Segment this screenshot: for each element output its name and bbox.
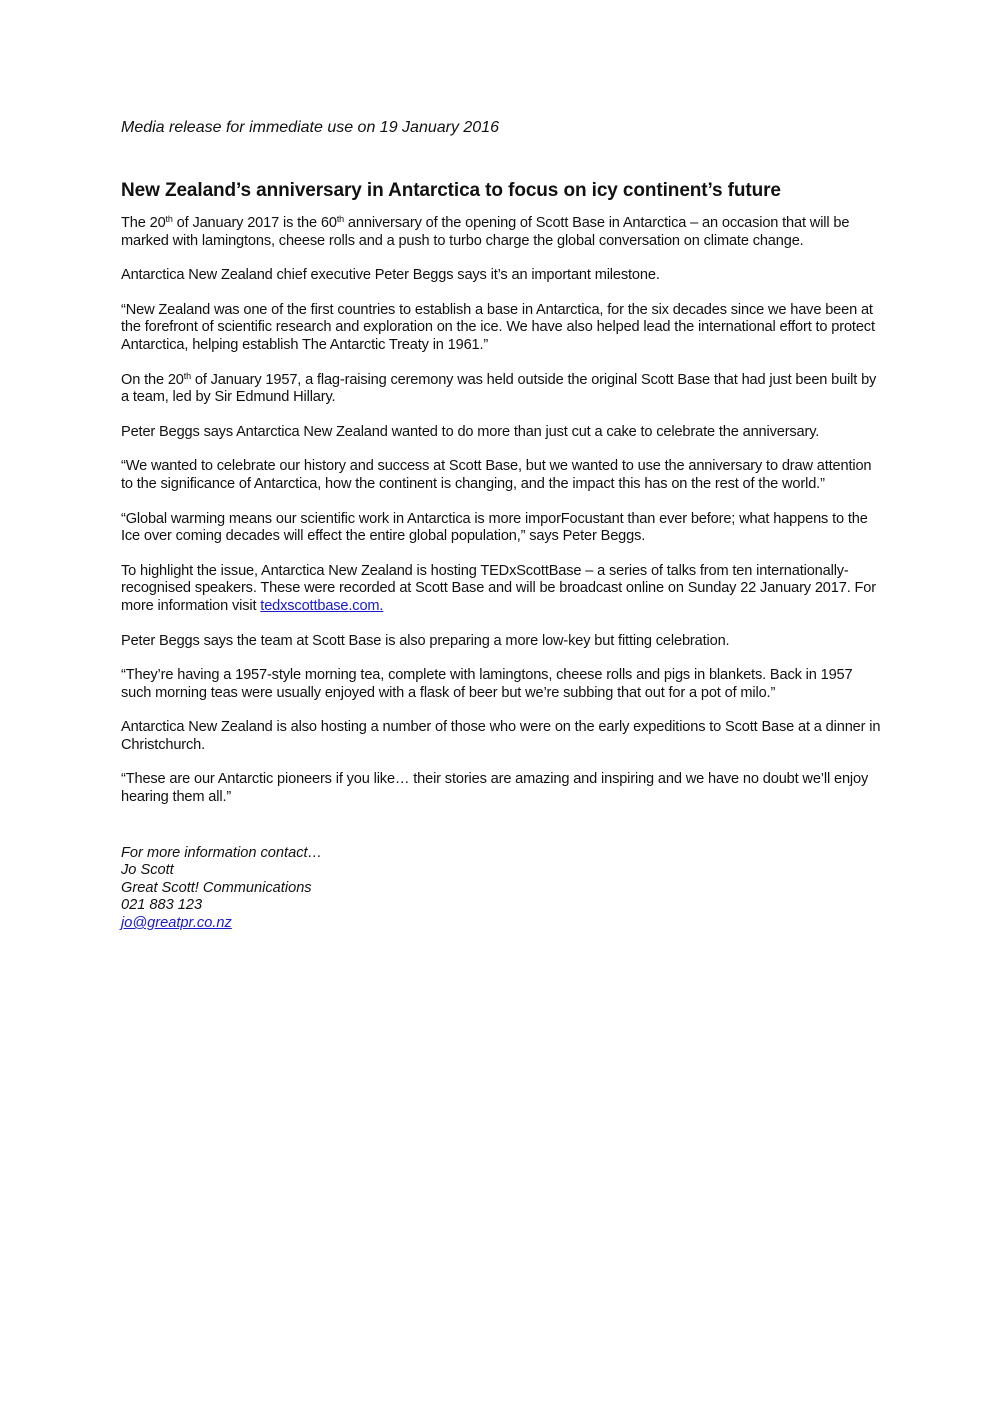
p4-text-b: of January 1957, a flag-raising ceremony was held outside the original Scott Base that had just been built by a team, led by Sir Edmund Hillary. — [121, 371, 877, 406]
contact-phone: 021 883 123 — [121, 897, 203, 914]
media-release-page — [121, 118, 881, 933]
contact-email-link[interactable]: jo@greatpr.co.nz — [121, 915, 232, 932]
paragraph-8 — [121, 563, 881, 616]
p1-sup-1: th — [165, 214, 173, 224]
paragraph-12: “These are our Antarctic pioneers if you like… their stories are amazing and inspiring and we have no doubt we’ll enjoy hearing them all.” — [121, 771, 869, 806]
p4-sup: th — [183, 370, 191, 381]
paragraph-2: Antarctica New Zealand chief executive Peter Beggs says it’s an important milestone. — [121, 267, 660, 284]
paragraph-4 — [121, 372, 881, 407]
p8-text: To highlight the issue, Antarctica New Zealand is hosting TEDxScottBase – a series of talks from ten internationally-recognised speakers. These were recorded at Scott Base and will be broadcast online on Sunday 22 January 2017. For more information visit — [121, 562, 876, 614]
p1-text-a: The 20 — [121, 215, 166, 231]
contact-block — [121, 845, 881, 933]
contact-intro: For more information contact… — [121, 844, 323, 861]
article-body — [121, 215, 881, 807]
paragraph-11: Antarctica New Zealand is also hosting a number of those who were on the early expeditions to Scott Base at a dinner in Christchurch. — [121, 719, 881, 753]
paragraph-10: “They’re having a 1957-style morning tea, complete with lamingtons, cheese rolls and pigs in blankets. Back in 1957 such morning teas were usually enjoyed with a flask of beer but we’re subbing that out for a pot of milo.” — [121, 667, 853, 701]
contact-name: Jo Scott — [121, 862, 174, 879]
paragraph-3: “New Zealand was one of the first countries to establish a base in Antarctica, for the six decades since we have been at the forefront of scientific research and exploration on the ice. We have also helped lead the international effort to protect Antarctica, helping establish The Antarctic Treaty in 1961.” — [121, 301, 875, 353]
paragraph-1 — [121, 215, 881, 250]
dateline: Media release for immediate use on 19 January 2016 — [121, 119, 499, 136]
paragraph-9: Peter Beggs says the team at Scott Base is also preparing a more low-key but fitting celebration. — [121, 632, 730, 649]
p1-sup-2: th — [336, 214, 345, 224]
headline: New Zealand’s anniversary in Antarctica to focus on icy continent’s future — [121, 180, 781, 201]
contact-company: Great Scott! Communications — [121, 879, 312, 896]
paragraph-5: Peter Beggs says Antarctica New Zealand wanted to do more than just cut a cake to celebrate the anniversary. — [121, 423, 820, 440]
p4-text-a: On the 20 — [121, 371, 184, 388]
paragraph-6: “We wanted to celebrate our history and success at Scott Base, but we wanted to use the anniversary to draw attention to the significance of Antarctica, how the continent is changing, and the impact this has on the rest of the world.” — [121, 458, 872, 492]
paragraph-7: “Global warming means our scientific work in Antarctica is more imporFocustant than ever before; what happens to the Ice over coming decades will effect the entire global population,” says Peter Beggs. — [121, 510, 868, 545]
p1-text-c: anniversary of the opening of Scott Base in Antarctica – an occasion that will be marked with lamingtons, cheese rolls and a push to turbo charge the global conversation on climate change. — [121, 215, 850, 249]
p1-text-b: of January 2017 is the 60 — [172, 215, 337, 231]
tedx-link[interactable]: tedxscottbase.com. — [260, 597, 384, 614]
